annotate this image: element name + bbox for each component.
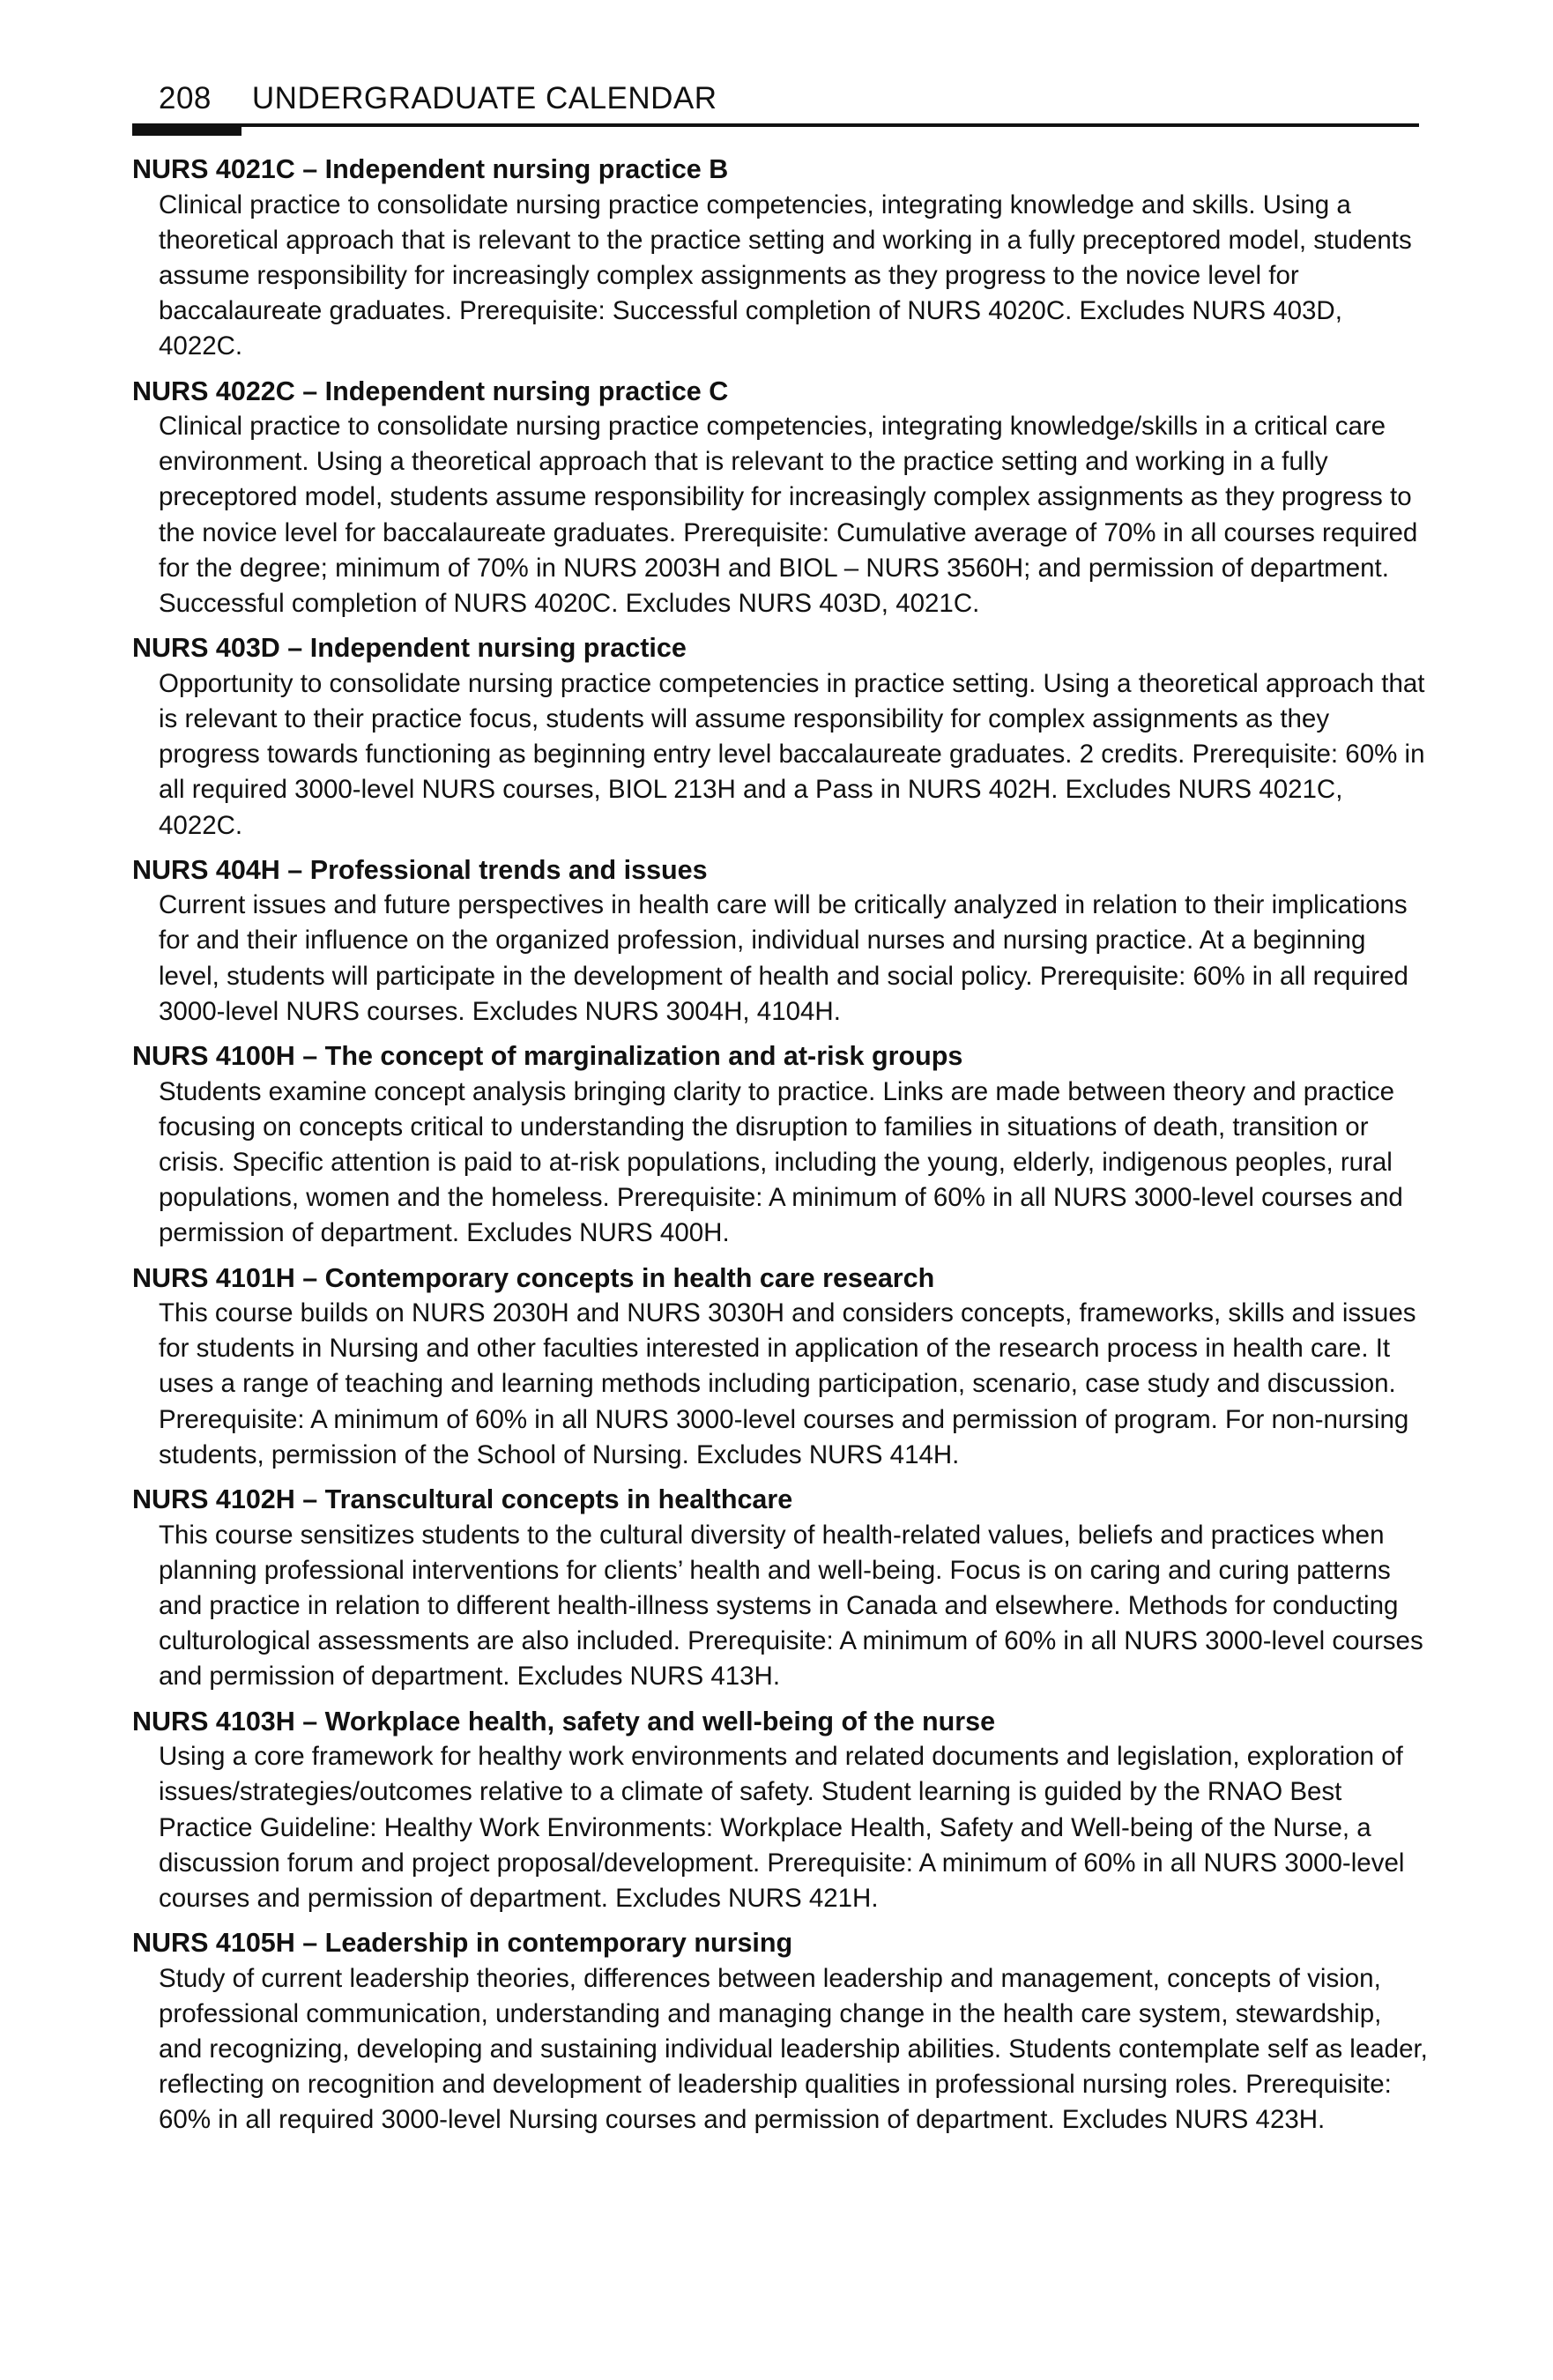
course-title: NURS 4021C – Independent nursing practice B: [132, 154, 729, 184]
course-entry: [132, 1038, 1428, 1252]
course-entry: [132, 630, 1428, 844]
course-entry: [132, 1925, 1428, 2138]
course-description: Clinical practice to consolidate nursing practice competencies, integrating knowledge/skills in a critical care environment. Using a theoretical approach that is relevant to the practice setting and working in a fully preceptored model, students assume responsibility for increasingly complex assignments as they progress to the novice level for baccalaureate graduates. Prerequisite: Cumulative average of 70% in all courses required for the degree; minimum of 70% in NURS 2003H and BIOL – NURS 3560H; and permission of department. Successful completion of NURS 4020C. Excludes NURS 403D, 4021C.: [159, 412, 1418, 619]
course-entry: [132, 1261, 1428, 1474]
course-title: NURS 4103H – Workplace health, safety and well-being of the nurse: [132, 1706, 996, 1737]
course-description: This course builds on NURS 2030H and NURS 3030H and considers concepts, frameworks, skills and issues for students in Nursing and other faculties interested in application of the research process in health care. It uses a range of teaching and learning methods including participation, scenario, case study and discussion. Prerequisite: A minimum of 60% in all NURS 3000-level courses and permission of program. For non-nursing students, permission of the School of Nursing. Excludes NURS 414H.: [159, 1298, 1416, 1469]
course-description: Current issues and future perspectives in health care will be critically analyzed in relation to their implications for and their influence on the organized profession, individual nurses and nursing practice. At a beginning level, students will participate in the development of health and social policy. Prerequisite: 60% in all required 3000-level NURS courses. Excludes NURS 3004H, 4104H.: [159, 890, 1408, 1026]
course-title: NURS 404H – Professional trends and issues: [132, 854, 708, 885]
page-number: 208: [159, 81, 212, 115]
header-rule-accent: [132, 123, 241, 136]
course-entry: [132, 1482, 1428, 1695]
course-description: Students examine concept analysis bringing clarity to practice. Links are made between theory and practice focusing on concepts critical to understanding the disruption to families in situations of death, transition or crisis. Specific attention is paid to at-risk populations, including the young, elderly, indigenous peoples, rural populations, women and the homeless. Prerequisite: A minimum of 60% in all NURS 3000-level courses and permission of department. Excludes NURS 400H.: [159, 1076, 1403, 1248]
course-description: Study of current leadership theories, differences between leadership and management, concepts of vision, professional communication, understanding and managing change in the health care system, stewardship, and recognizing, developing and sustaining individual leadership abilities. Students contemplate self as leader, reflecting on recognition and development of leadership qualities in professional nursing roles. Prerequisite: 60% in all required 3000-level Nursing courses and permission of department. Excludes NURS 423H.: [159, 1963, 1428, 2135]
header-rule: [132, 123, 1419, 127]
course-entry: [132, 374, 1428, 622]
course-description: Opportunity to consolidate nursing practice competencies in practice setting. Using a theoretical approach that is relevant to their practice focus, students will assume responsibility for complex assignments as they progress towards functioning as beginning entry level baccalaureate graduates. 2 credits. Prerequisite: 60% in all required 3000-level NURS courses, BIOL 213H and a Pass in NURS 402H. Excludes NURS 4021C, 4022C.: [159, 668, 1425, 840]
course-description: Using a core framework for healthy work environments and related documents and legislation, exploration of issues/strategies/outcomes relative to a climate of safety. Student learning is guided by the RNAO Best Practice Guideline: Healthy Work Environments: Workplace Health, Safety and Well-being of the Nurse, a discussion forum and project proposal/development. Prerequisite: A minimum of 60% in all NURS 3000-level courses and permission of department. Excludes NURS 421H.: [159, 1742, 1405, 1913]
course-title: NURS 4022C – Independent nursing practice C: [132, 376, 729, 406]
course-entry: [132, 1704, 1428, 1917]
course-list: [132, 152, 1428, 2147]
course-title: NURS 403D – Independent nursing practice: [132, 633, 687, 664]
course-entry: [132, 852, 1428, 1030]
course-entry: [132, 152, 1428, 365]
course-description: Clinical practice to consolidate nursing practice competencies, integrating knowledge and skills. Using a theoretical approach that is relevant to the practice setting and working in a fully preceptored model, students assume responsibility for increasingly complex assignments as they progress to the novice level for baccalaureate graduates. Prerequisite: Successful completion of NURS 4020C. Excludes NURS 403D, 4022C.: [159, 190, 1412, 361]
course-title: NURS 4102H – Transcultural concepts in healthcare: [132, 1484, 793, 1515]
running-header: [159, 81, 1419, 125]
running-title: UNDERGRADUATE CALENDAR: [251, 81, 717, 115]
course-description: This course sensitizes students to the cultural diversity of health-related values, beliefs and practices when planning professional interventions for clients’ health and well-being. Focus is on caring and curing patterns and practice in relation to different health-illness systems in Canada and elsewhere. Methods for conducting culturological assessments are also included. Prerequisite: A minimum of 60% in all NURS 3000-level courses and permission of department. Excludes NURS 413H.: [159, 1520, 1423, 1692]
course-title: NURS 4100H – The concept of marginalization and at-risk groups: [132, 1041, 963, 1072]
course-title: NURS 4105H – Leadership in contemporary nursing: [132, 1928, 793, 1959]
course-title: NURS 4101H – Contemporary concepts in health care research: [132, 1262, 935, 1293]
